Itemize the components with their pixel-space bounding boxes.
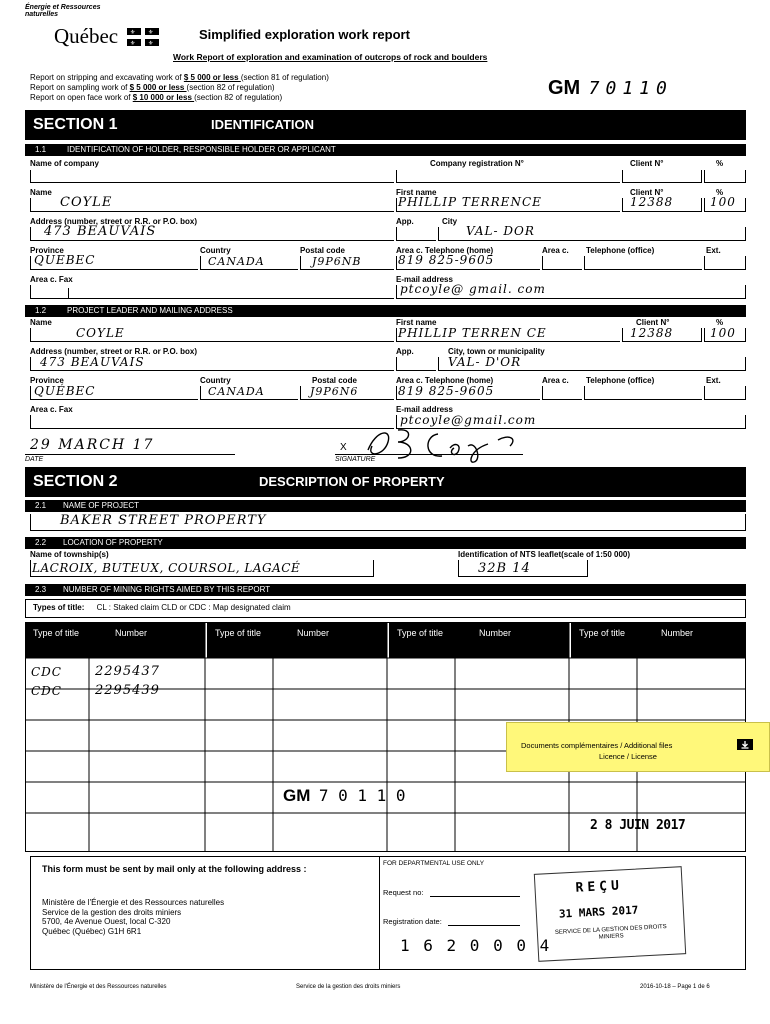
received-date-stamp: 2 8 JUIN 2017 [590,818,686,833]
label-leader-first-name: First name [396,318,437,327]
claim-2-type: CDC [31,684,62,698]
ministry-line2: naturelles [25,11,59,18]
col-type-3: Type of title [397,628,444,638]
attachment-line1: Documents complémentaires / Additional files [521,741,673,750]
claim-1-number: 2295437 [95,664,160,679]
leader-fax-field[interactable] [30,415,394,429]
gm-label: GM [548,77,581,99]
label-client-no-2: Client N° [630,188,664,197]
report-line-open-face: Report on open face work of $ 10 000 or less (section 82 of regulation) [30,93,283,102]
company-pct-field[interactable] [704,170,746,183]
subsection-1-1-bar: 1.1 IDENTIFICATION OF HOLDER, RESPONSIBLE HOLDER OR APPLICANT [25,144,746,156]
subsection-2-3-bar: 2.3 NUMBER OF MINING RIGHTS AIMED BY THIS REPORT [25,584,746,596]
footer-right: 2016-10-18 – Page 1 de 6 [640,984,710,990]
project-name-value: BAKER STREET PROPERTY [60,513,267,528]
signature-x: X [340,442,347,453]
attachment-note[interactable] [506,722,770,772]
label-company-reg: Company registration N° [430,159,524,168]
col-number-1: Number [115,628,148,638]
label-leader-pct: % [716,318,724,327]
label-first-name: First name [396,188,437,197]
leader-name-value: COYLE [76,326,125,340]
leader-app-field[interactable] [396,357,436,371]
dept-use-label: FOR DEPARTMENTAL USE ONLY [383,860,485,867]
svg-text:⚜: ⚜ [147,30,153,36]
date-label: DATE [25,456,44,463]
form-subtitle: Work Report of exploration and examination of outcrops of rock and boulders [173,52,488,62]
label-client-no: Client N° [630,159,664,168]
label-township: Name of township(s) [30,550,109,559]
col-number-4: Number [661,628,694,638]
gm-stamp: GM 7 0 1 1 0 [283,786,406,805]
section1-label: SECTION 1 [33,116,118,133]
label-leader-app: App. [396,347,414,356]
col-type-2: Type of title [215,628,262,638]
label-area-c: Area c. [542,246,569,255]
fleurdelise-flag-icon [127,28,159,51]
label-pct-2: % [716,188,724,197]
quebec-logo [54,24,159,51]
label-leader-area-c: Area c. [542,376,569,385]
recu-service: SERVICE DE LA GESTION DES DROITS MINIERS [554,924,667,941]
request-number: 1 6 2 0 0 0 4 [400,936,552,955]
leader-city-value: VAL- D'OR [448,355,522,369]
holder-province-value: QUEBEC [34,253,96,267]
label-leader-postal: Postal code [312,376,357,385]
report-type-list [30,73,329,103]
township-value: LACROIX, BUTEUX, COURSOL, LAGACÉ [32,561,301,575]
label-leader-tel-office: Telephone (office) [586,376,655,385]
leader-tel-office-field[interactable] [584,386,702,400]
holder-tel-office-field[interactable] [584,256,702,270]
registration-label: Registration date: [383,917,442,926]
section2-title: DESCRIPTION OF PROPERTY [259,474,445,489]
leader-tel-value: 819 825-9605 [398,384,495,398]
holder-area-office-field[interactable] [542,256,582,270]
col-number-2: Number [297,628,330,638]
footer-center: Service de la gestion des droits miniers [296,984,401,990]
ministry-name [25,4,100,18]
holder-postal-value: J9P6NB [312,255,362,268]
footer-left: Ministère de l'Énergie et des Ressources naturelles [30,984,167,990]
label-nts: Identification of NTS leaflet(scale of 1:50 000) [458,550,631,559]
quebec-wordmark: Québec [54,24,119,48]
leader-address-value: 473 BEAUVAIS [40,355,145,369]
leader-province-value: QUÉBEC [34,384,96,398]
label-leader-fax: Area c. Fax [30,405,73,414]
leader-area-office-field[interactable] [542,386,582,400]
claim-2-number: 2295439 [95,683,160,698]
label-leader-ext: Ext. [706,376,721,385]
holder-tel-value: 819 825-9605 [398,253,495,267]
holder-app-field[interactable] [396,227,436,241]
leader-client-value: 12388 [630,326,674,340]
holder-city-value: VAL- DOR [466,224,535,238]
label-company: Name of company [30,159,99,168]
label-province: Province [30,246,64,255]
label-ext: Ext. [706,246,721,255]
subsection-2-2-bar: 2.2 LOCATION OF PROPERTY [25,537,746,549]
label-leader-email: E-mail address [396,405,453,414]
subsection-2-1-bar: 2.1 NAME OF PROJECT [25,500,746,512]
leader-email-value: ptcoyle@gmail.com [400,413,537,427]
label-leader-name: Name [30,318,52,327]
label-email: E-mail address [396,275,453,284]
holder-email-value: ptcoyle@ gmail. com [400,282,546,296]
attachment-line2: Licence / License [599,752,657,761]
report-line-stripping: Report on stripping and excavating work of $ 5 000 or less (section 81 of regulation) [30,73,329,82]
report-line-sampling: Report on sampling work of $ 5 000 or less (section 82 of regulation) [30,83,275,92]
section1-title: IDENTIFICATION [211,117,315,132]
label-leader-client-no: Client N° [636,318,670,327]
section2-label: SECTION 2 [33,473,118,490]
nts-value: 32B 14 [478,561,531,576]
download-icon[interactable] [737,737,753,755]
leader-postal-value: J9P6N6 [310,385,359,398]
received-stamp [534,866,686,962]
subsection-1-2-bar: 1.2 PROJECT LEADER AND MAILING ADDRESS [25,305,746,317]
svg-text:⚜: ⚜ [147,41,153,46]
mailing-address: Ministère de l'Énergie et des Ressources naturelles Service de la gestion des droits miniers 5700, 4e Avenue Ouest, local C-320 Québec (Québec) G1H 6R1 [42,898,225,936]
company-field[interactable] [30,170,394,183]
label-leader-province: Province [30,376,64,385]
label-leader-country: Country [200,376,231,385]
types-legend-box [25,599,746,618]
label-name: Name [30,188,52,197]
gm-digits: 70110 [588,78,673,99]
label-tel-home: Area c. Telephone (home) [396,246,494,255]
company-client-field[interactable] [622,170,702,183]
section1-bar [25,110,746,140]
page-title: Simplified exploration work report [199,27,410,42]
label-app: App. [396,217,414,226]
label-city: City [442,217,458,226]
signature-image [358,420,528,469]
holder-first-name-value: PHILLIP TERRENCE [398,195,542,209]
gm-number [548,77,673,100]
claim-1-type: CDC [31,665,62,679]
leader-country-value: CANADA [208,385,265,398]
label-pct: % [716,159,724,168]
leader-ext-field[interactable] [704,386,746,400]
types-legend: Types of title: CL : Staked claim CLD or CDC : Map designated claim [33,603,291,612]
label-address: Address (number, street or R.R. or P.O. box) [30,217,197,226]
date-value: 29 MARCH 17 [30,437,155,453]
section2-bar [25,467,746,497]
recu-label: REÇU [575,878,624,896]
mailing-instructions: This form must be sent by mail only at the following address : [42,864,307,874]
company-reg-field[interactable] [396,170,620,183]
request-label: Request no: [383,888,424,897]
holder-fax-field[interactable] [30,285,394,299]
ministry-line1: Énergie et Ressources [25,4,101,11]
holder-address-value: 473 BEAUVAIS [44,224,157,239]
label-postal: Postal code [300,246,345,255]
col-type-1: Type of title [33,628,80,638]
label-leader-city: City, town or municipality [448,347,545,356]
label-tel-office: Telephone (office) [586,246,655,255]
label-leader-tel-home: Area c. Telephone (home) [396,376,494,385]
leader-pct-value: 100 [710,326,736,340]
holder-name-value: COYLE [60,195,113,210]
recu-date: 31 MARS 2017 [558,903,639,921]
label-country: Country [200,246,231,255]
signature-label: SIGNATURE [335,456,376,463]
holder-client-value: 12388 [630,195,674,209]
svg-text:⚜: ⚜ [129,41,135,46]
holder-pct-value: 100 [710,195,736,209]
label-leader-address: Address (number, street or R.R. or P.O. box) [30,347,197,356]
svg-text:⚜: ⚜ [129,30,135,36]
col-number-3: Number [479,628,512,638]
holder-country-value: CANADA [208,255,265,268]
label-fax: Area c. Fax [30,275,73,284]
holder-ext-field[interactable] [704,256,746,270]
leader-first-name-value: PHILLIP TERREN CE [398,326,547,340]
col-type-4: Type of title [579,628,626,638]
